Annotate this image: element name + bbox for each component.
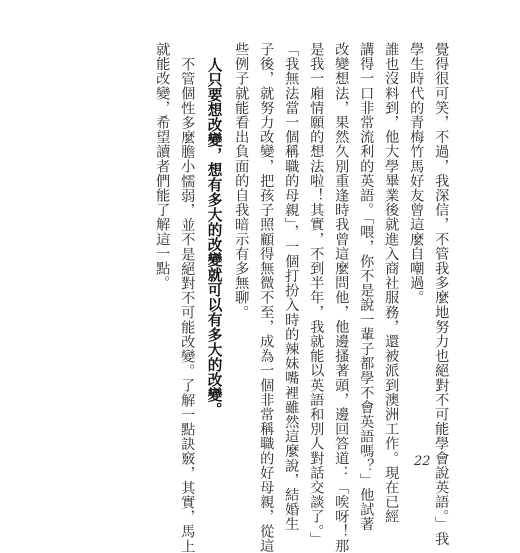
- text-line-7: 「我無法當一個稱職的母親」，一個打扮入時的辣妹嘴裡雖然這麼說，結婚生: [283, 42, 300, 532]
- emphasis-heading: 人只要想改變，想有多大的改變就可以有多大的改變。: [205, 57, 223, 417]
- text-line-1: 覺得很可笑，不過，我深信，不管我多麼地努力也絕對不可能學會說英語。」我: [433, 42, 450, 546]
- text-line-4: 講得一口非常流利的英語。「喂，你不是說一輩子都學不會英語嗎？」他試著: [358, 42, 375, 532]
- page-number: 22: [414, 454, 431, 469]
- text-line-11: 不管個性多麼膽小懦弱，並不是絕對不可能改變。了解一點訣竅，其實，馬上: [179, 57, 196, 553]
- text-line-8: 子後，就努力改變，把孩子照顧得無微不至，成為一個非常稱職的好母親，從這: [258, 42, 275, 553]
- text-line-2: 學生時代的青梅竹馬好友曾這麼自嘲過。: [408, 42, 425, 305]
- text-line-12: 就能改變，希望讀者們能了解這一點。: [154, 42, 171, 291]
- text-line-3: 誰也沒料到，他大學畢業後就進入商社服務，還被派到澳洲工作。現在已經: [383, 42, 400, 524]
- text-line-9: 些例子就能看出負面的自我暗示有多無聊。: [233, 42, 250, 320]
- text-line-6: 是我一廂情願的想法啦！其實，不到半年，我就能以英語和別人對話交談了。」: [308, 42, 325, 546]
- text-line-5: 改變想法，果然久別重逢時我曾這麼問他，他邊搔著頭，邊回答道：「唉呀！那: [333, 42, 350, 553]
